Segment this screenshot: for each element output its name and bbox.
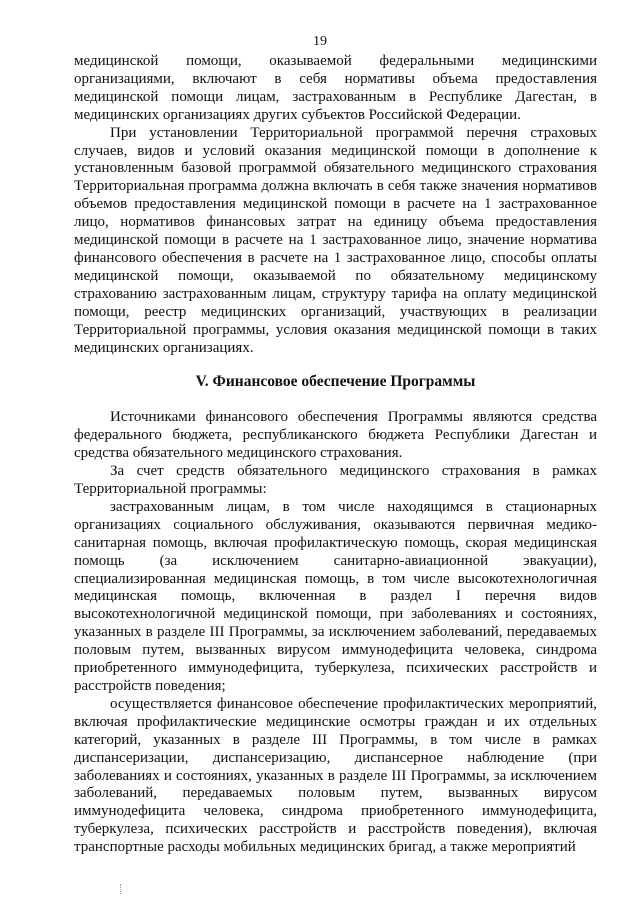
paragraph-preventive-measures: осуществляется финансовое обеспечение профилактических мероприятий, включая профилактические медицинские осмотры граждан и их отдельных категорий, указанных в разделе III Программы, в том числе в рамках диспансеризации, диспансеризацию, диспансерное наблюдение (при заболеваниях и состояниях, указанных в разделе III Программы, за исключением заболеваний, передаваемых половым путем, вызванных вирусом иммунодефицита человека, синдрома приобретенного иммунодефицита, туберкулеза, психических расстройств и расстройств поведения), включая транспортные расходы мобильных медицинских бригад, а также мероприятий xyxy=(74,695,597,856)
paragraph-insured-persons: застрахованным лицам, в том числе находящимся в стационарных организациях социального обслуживания, оказываются первичная медико-санитарная помощь, включая профилактическую помощь, скорая медицинская помощь (за исключением санитарно-авиационной эвакуации), специализированная медицинская помощь, в том числе высокотехнологичная медицинская помощь, включенная в раздел I перечня видов высокотехнологичной медицинской помощи, при заболеваниях и состояниях, указанных в разделе III Программы, за исключением заболеваний, передаваемых половым путем, вызванных вирусом иммунодефицита человека, синдрома приобретенного иммунодефицита, туберкулеза, психических расстройств и расстройств поведения; xyxy=(74,498,597,694)
scan-artifact xyxy=(120,884,123,894)
paragraph-oms-intro: За счет средств обязательного медицинского страхования в рамках Территориальной программы: xyxy=(74,463,597,498)
paragraph-territorial-program: При установлении Территориальной программой перечня страховых случаев, видов и условий оказания медицинской помощи в дополнение к установленным базовой программой обязательного медицинского страхования Территориальная программа должна включать в себя также значения нормативов объемов предоставления медицинской помощи в расчете на 1 застрахованное лицо, нормативов финансовых затрат на единицу объема предоставления медицинской помощи в расчете на 1 застрахованное лицо, значение норматива финансового обеспечения в расчете на 1 застрахованное лицо, способы оплаты медицинской помощи, оказываемой по обязательному медицинскому страхованию застрахованным лицам, структуру тарифа на оплату медицинской помощи, реестр медицинских организаций, участвующих в реализации Территориальной программы, условия оказания медицинской помощи в таких медицинских организациях. xyxy=(74,124,597,356)
page-number: 19 xyxy=(313,34,327,49)
paragraph-continuation: медицинской помощи, оказываемой федеральными медицинскими организациями, включают в себя нормативы объема предоставления медицинской помощи лицам, застрахованным в Республике Дагестан, в медицинских организациях других субъектов Российской Федерации. xyxy=(74,53,597,123)
paragraph-funding-sources: Источниками финансового обеспечения Программы являются средства федерального бюджета, республиканского бюджета Республики Дагестан и средства обязательного медицинского страхования. xyxy=(74,409,597,462)
section-heading: V. Финансовое обеспечение Программы xyxy=(195,373,476,391)
page-body xyxy=(74,53,597,857)
